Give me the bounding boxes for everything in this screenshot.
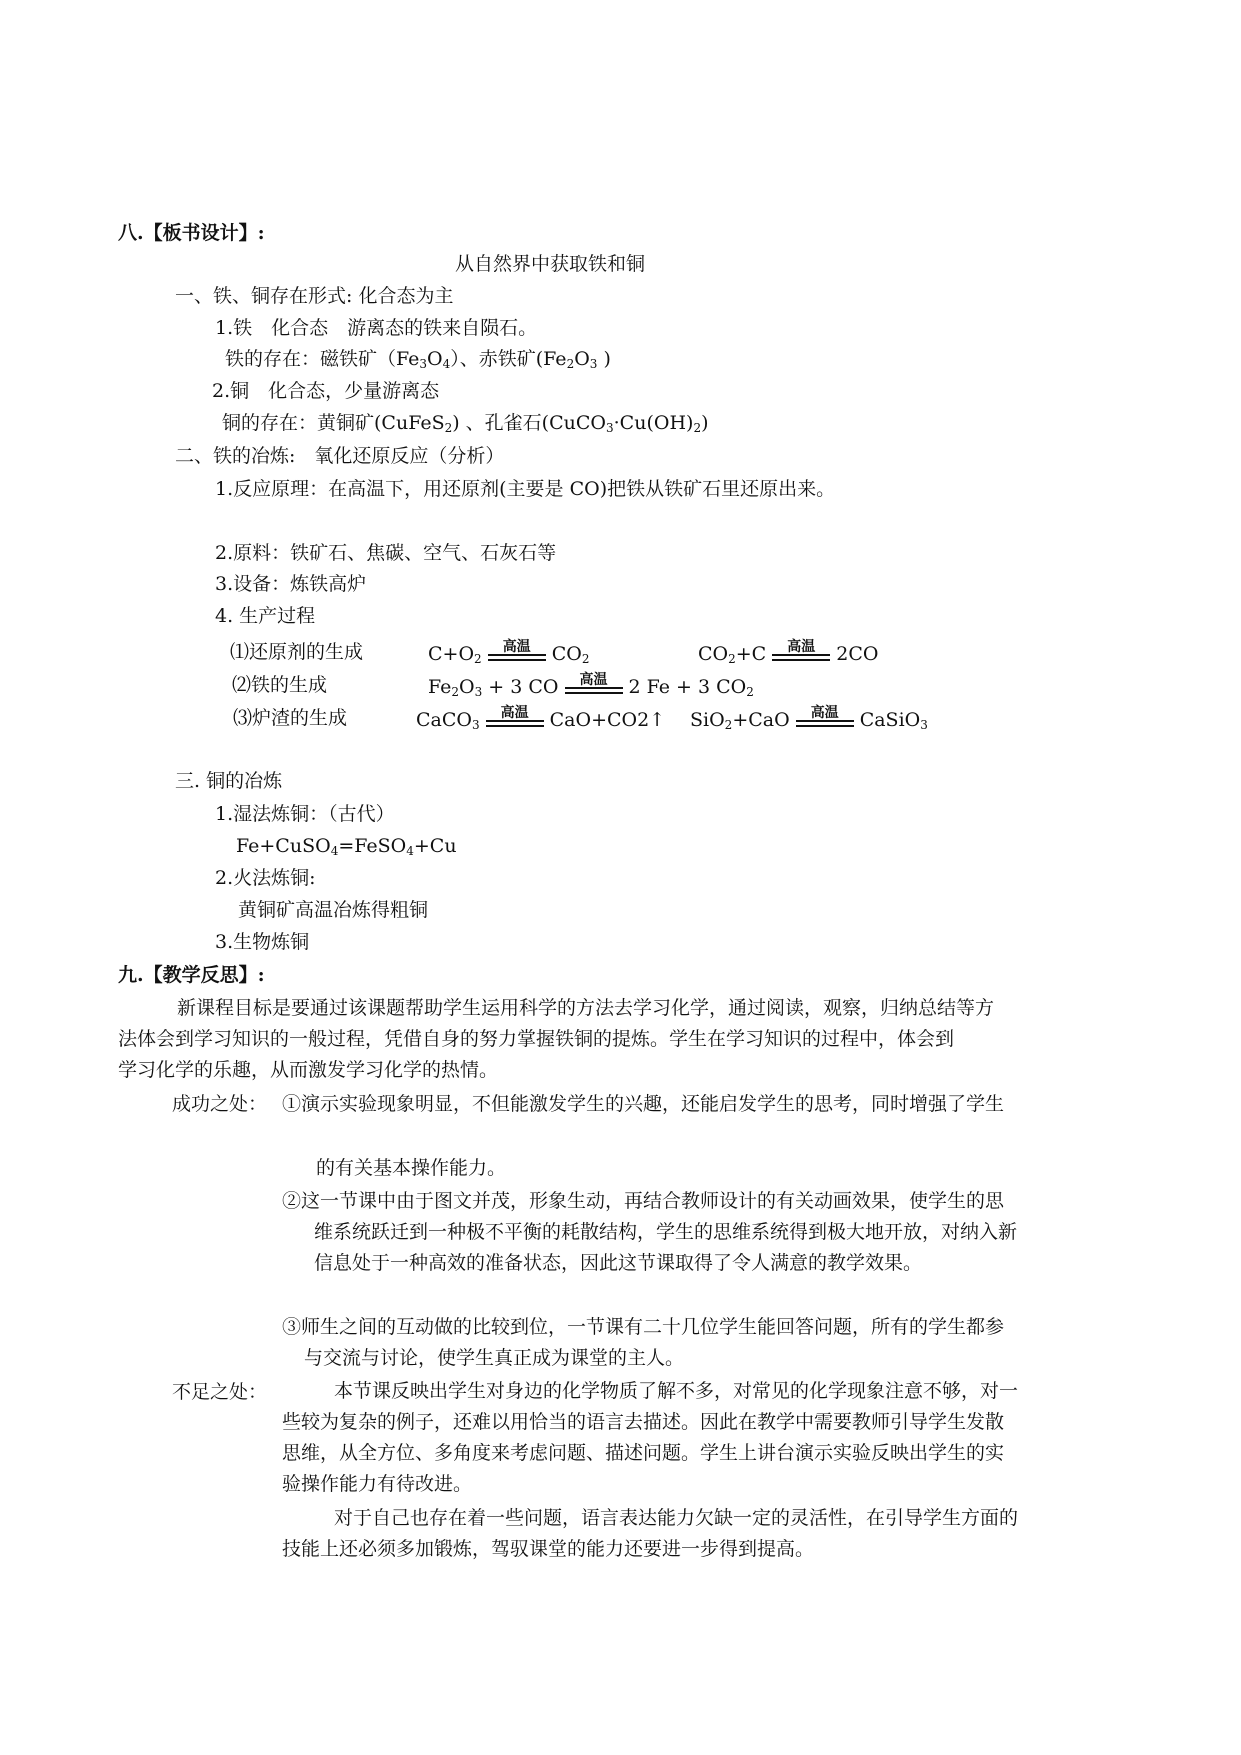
shortcoming-1-line: 思维，从全方位、多角度来考虑问题、描述问题。学生上讲台演示实验反映出学生的实 (282, 1442, 1005, 1464)
success-2-line: ②这一节课中由于图文并茂，形象生动，再结合教师设计的有关动画效果，使学生的思 (282, 1190, 1005, 1212)
success-1-line2: 的有关基本操作能力。 (316, 1157, 507, 1179)
section8-heading: 八.【板书设计】: (118, 222, 265, 244)
fe-form-line: 1.铁 化合态 游离态的铁来自陨石。 (215, 317, 538, 339)
reaction2-equation: $Fe_2O_3 + 3$ CO 高温 2 Fe + 3 $CO_2$ (428, 672, 754, 699)
shortcoming-1-line: 本节课反映出学生对身边的化学物质了解不多，对常见的化学现象注意不够，对一 (334, 1380, 1019, 1402)
reaction2-label: ⑵铁的生成 (232, 674, 328, 696)
intro-line: 新课程目标是要通过该课题帮助学生运用科学的方法去学习化学，通过阅读，观察，归纳总结等方 (158, 997, 995, 1019)
cu-existence-line: 铜的存在：黄铜矿(CuFeS$_2$) 、孔雀石$(CuCO_3\cdot Cu(OH)_2)$ (222, 412, 709, 435)
reflection-intro (118, 993, 995, 1086)
part3-heading: 三. 铜的冶炼 (175, 770, 283, 792)
shortcoming-1 (282, 1376, 1018, 1500)
high-temp-arrow: 高温 (486, 706, 544, 728)
high-temp-arrow: 高温 (772, 640, 830, 662)
cu-form-line: 2.铜 化合态，少量游离态 (212, 380, 440, 402)
raw-materials: 2.原料：铁矿石、焦碳、空气、石灰石等 (215, 542, 557, 564)
reaction3b-equation: SiO$_2$+CaO 高温 CaSiO$_3$ (690, 705, 928, 732)
equipment: 3.设备：炼铁高炉 (215, 573, 367, 595)
wet-copper-equation: Fe+CuSO$_4$=FeSO$_4$+Cu (236, 835, 457, 858)
part1-heading: 一、铁、铜存在形式: 化合态为主 (175, 285, 454, 307)
success-3 (282, 1312, 1004, 1374)
fire-copper: 2.火法炼铜: (215, 867, 316, 889)
part2-heading: 二、铁的冶炼: 氧化还原反应（分析） (175, 445, 505, 467)
fire-copper-desc: 黄铜矿高温冶炼得粗铜 (238, 899, 429, 921)
shortcoming-2 (282, 1503, 1018, 1565)
success-2-line: 信息处于一种高效的准备状态，因此这节课取得了令人满意的教学效果。 (314, 1252, 923, 1274)
section9-heading: 九.【教学反思】: (118, 964, 265, 986)
shortcoming-1-line: 验操作能力有待改进。 (282, 1473, 473, 1495)
fe-existence-line: 铁的存在：磁铁矿$(Fe_3O_4)$、赤铁矿($Fe_2O_3$ ) (225, 348, 611, 371)
production-process: 4. 生产过程 (215, 605, 316, 627)
wet-copper: 1.湿法炼铜：（古代） (215, 803, 395, 825)
reaction1a-equation: $C+O_2$ 高温 $CO_2$ (428, 639, 590, 666)
success-1-line1: ①演示实验现象明显，不但能激发学生的兴趣，还能启发学生的思考，同时增强了学生 (282, 1093, 1005, 1115)
shortcoming-2-line: 技能上还必须多加锻炼，驾驭课堂的能力还要进一步得到提高。 (282, 1538, 815, 1560)
bio-copper: 3.生物炼铜 (215, 931, 310, 953)
success-3-line: 与交流与讨论，使学生真正成为课堂的主人。 (304, 1347, 685, 1369)
success-2-line: 维系统跃迁到一种极不平衡的耗散结构，学生的思维系统得到极大地开放，对纳入新 (314, 1221, 1018, 1243)
reaction3-label: ⑶炉渣的生成 (233, 707, 348, 729)
reaction1b-equation: $CO_2+C$ 高温 2CO (698, 639, 879, 666)
shortcoming-label: 不足之处： (172, 1381, 268, 1403)
high-temp-arrow: 高温 (565, 673, 623, 695)
high-temp-arrow: 高温 (488, 640, 546, 662)
intro-line: 学习化学的乐趣，从而激发学习化学的热情。 (118, 1059, 499, 1081)
shortcoming-2-line: 对于自己也存在着一些问题，语言表达能力欠缺一定的灵活性，在引导学生方面的 (334, 1507, 1019, 1529)
high-temp-arrow: 高温 (796, 706, 854, 728)
board-title: 从自然界中获取铁和铜 (455, 253, 646, 275)
success-label: 成功之处： (172, 1093, 268, 1115)
reaction1-label: ⑴还原剂的生成 (230, 641, 364, 663)
reaction-principle: 1.反应原理：在高温下，用还原剂(主要是 CO)把铁从铁矿石里还原出来。 (215, 478, 836, 500)
success-2 (282, 1186, 1017, 1279)
intro-line: 法体会到学习知识的一般过程，凭借自身的努力掌握铁铜的提炼。学生在学习知识的过程中，体会到 (118, 1028, 955, 1050)
shortcoming-1-line: 些较为复杂的例子，还难以用恰当的语言去描述。因此在教学中需要教师引导学生发散 (282, 1411, 1005, 1433)
success-3-line: ③师生之间的互动做的比较到位，一节课有二十几位学生能回答问题，所有的学生都参 (282, 1316, 1005, 1338)
reaction3a-equation: CaCO$_3$ 高温 CaO+CO2↑ (416, 705, 666, 732)
